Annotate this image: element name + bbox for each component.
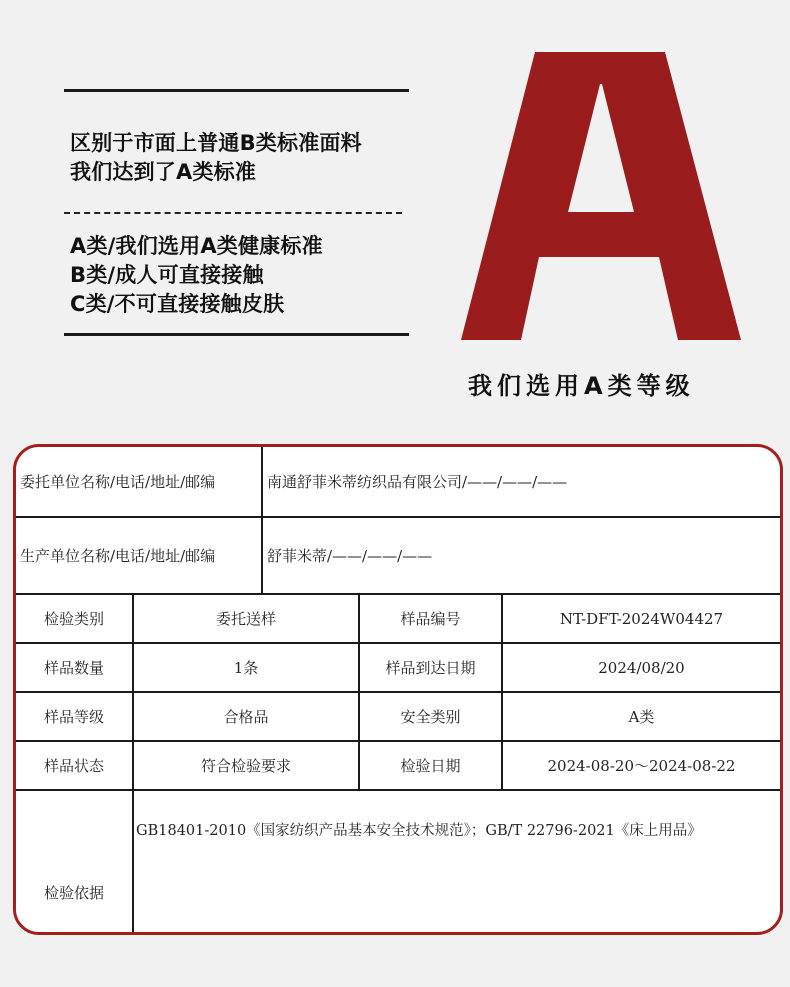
table-value: A类 xyxy=(628,708,655,726)
column-divider xyxy=(132,593,134,932)
row-divider xyxy=(16,789,780,791)
producer-value: 舒菲米蒂/——/——/—— xyxy=(267,547,433,565)
table-key: 样品到达日期 xyxy=(385,659,476,677)
producer-label: 生产单位名称/电话/地址/邮编 xyxy=(20,547,216,565)
basis-value: GB18401-2010《国家纺织产品基本安全技术规范》；GB/T 22796-2021《床上用品》 xyxy=(136,823,702,839)
grade-caption: 我们选用A类等级 xyxy=(468,372,695,400)
table-key: 检验日期 xyxy=(400,757,461,775)
table-key: 安全类别 xyxy=(400,708,461,726)
inspection-report-table xyxy=(13,444,783,935)
letter-a-shape xyxy=(461,52,741,340)
bottom-rule xyxy=(64,333,409,336)
table-value: NT-DFT-2024W04427 xyxy=(559,609,724,628)
class-c-line: C类/不可直接接触皮肤 xyxy=(70,292,285,316)
column-divider xyxy=(358,593,360,789)
top-rule xyxy=(64,89,409,92)
table-key: 样品数量 xyxy=(43,659,104,677)
column-divider xyxy=(501,593,503,789)
intro-line-2: 我们达到了A类标准 xyxy=(70,160,257,184)
table-key: 样品编号 xyxy=(400,610,461,628)
big-letter-a-graphic xyxy=(458,52,743,342)
table-value: 1条 xyxy=(233,659,259,677)
table-key: 样品状态 xyxy=(43,757,104,775)
dashed-divider xyxy=(64,212,402,214)
class-b-line: B类/成人可直接接触 xyxy=(70,263,264,287)
column-divider xyxy=(261,447,263,593)
table-key: 检验类别 xyxy=(43,610,104,628)
table-value: 2024-08-20～2024-08-22 xyxy=(547,757,736,775)
table-value: 2024/08/20 xyxy=(598,658,685,677)
basis-label: 检验依据 xyxy=(43,883,104,902)
class-a-line: A类/我们选用A类健康标准 xyxy=(70,234,323,258)
intro-line-1: 区别于市面上普通B类标准面料 xyxy=(70,131,362,155)
table-value: 委托送样 xyxy=(215,610,276,628)
table-key: 样品等级 xyxy=(43,708,104,726)
table-value: 符合检验要求 xyxy=(200,757,291,775)
client-value: 南通舒菲米蒂纺织品有限公司/——/——/—— xyxy=(267,473,568,491)
client-label: 委托单位名称/电话/地址/邮编 xyxy=(20,473,216,491)
table-value: 合格品 xyxy=(223,708,269,726)
